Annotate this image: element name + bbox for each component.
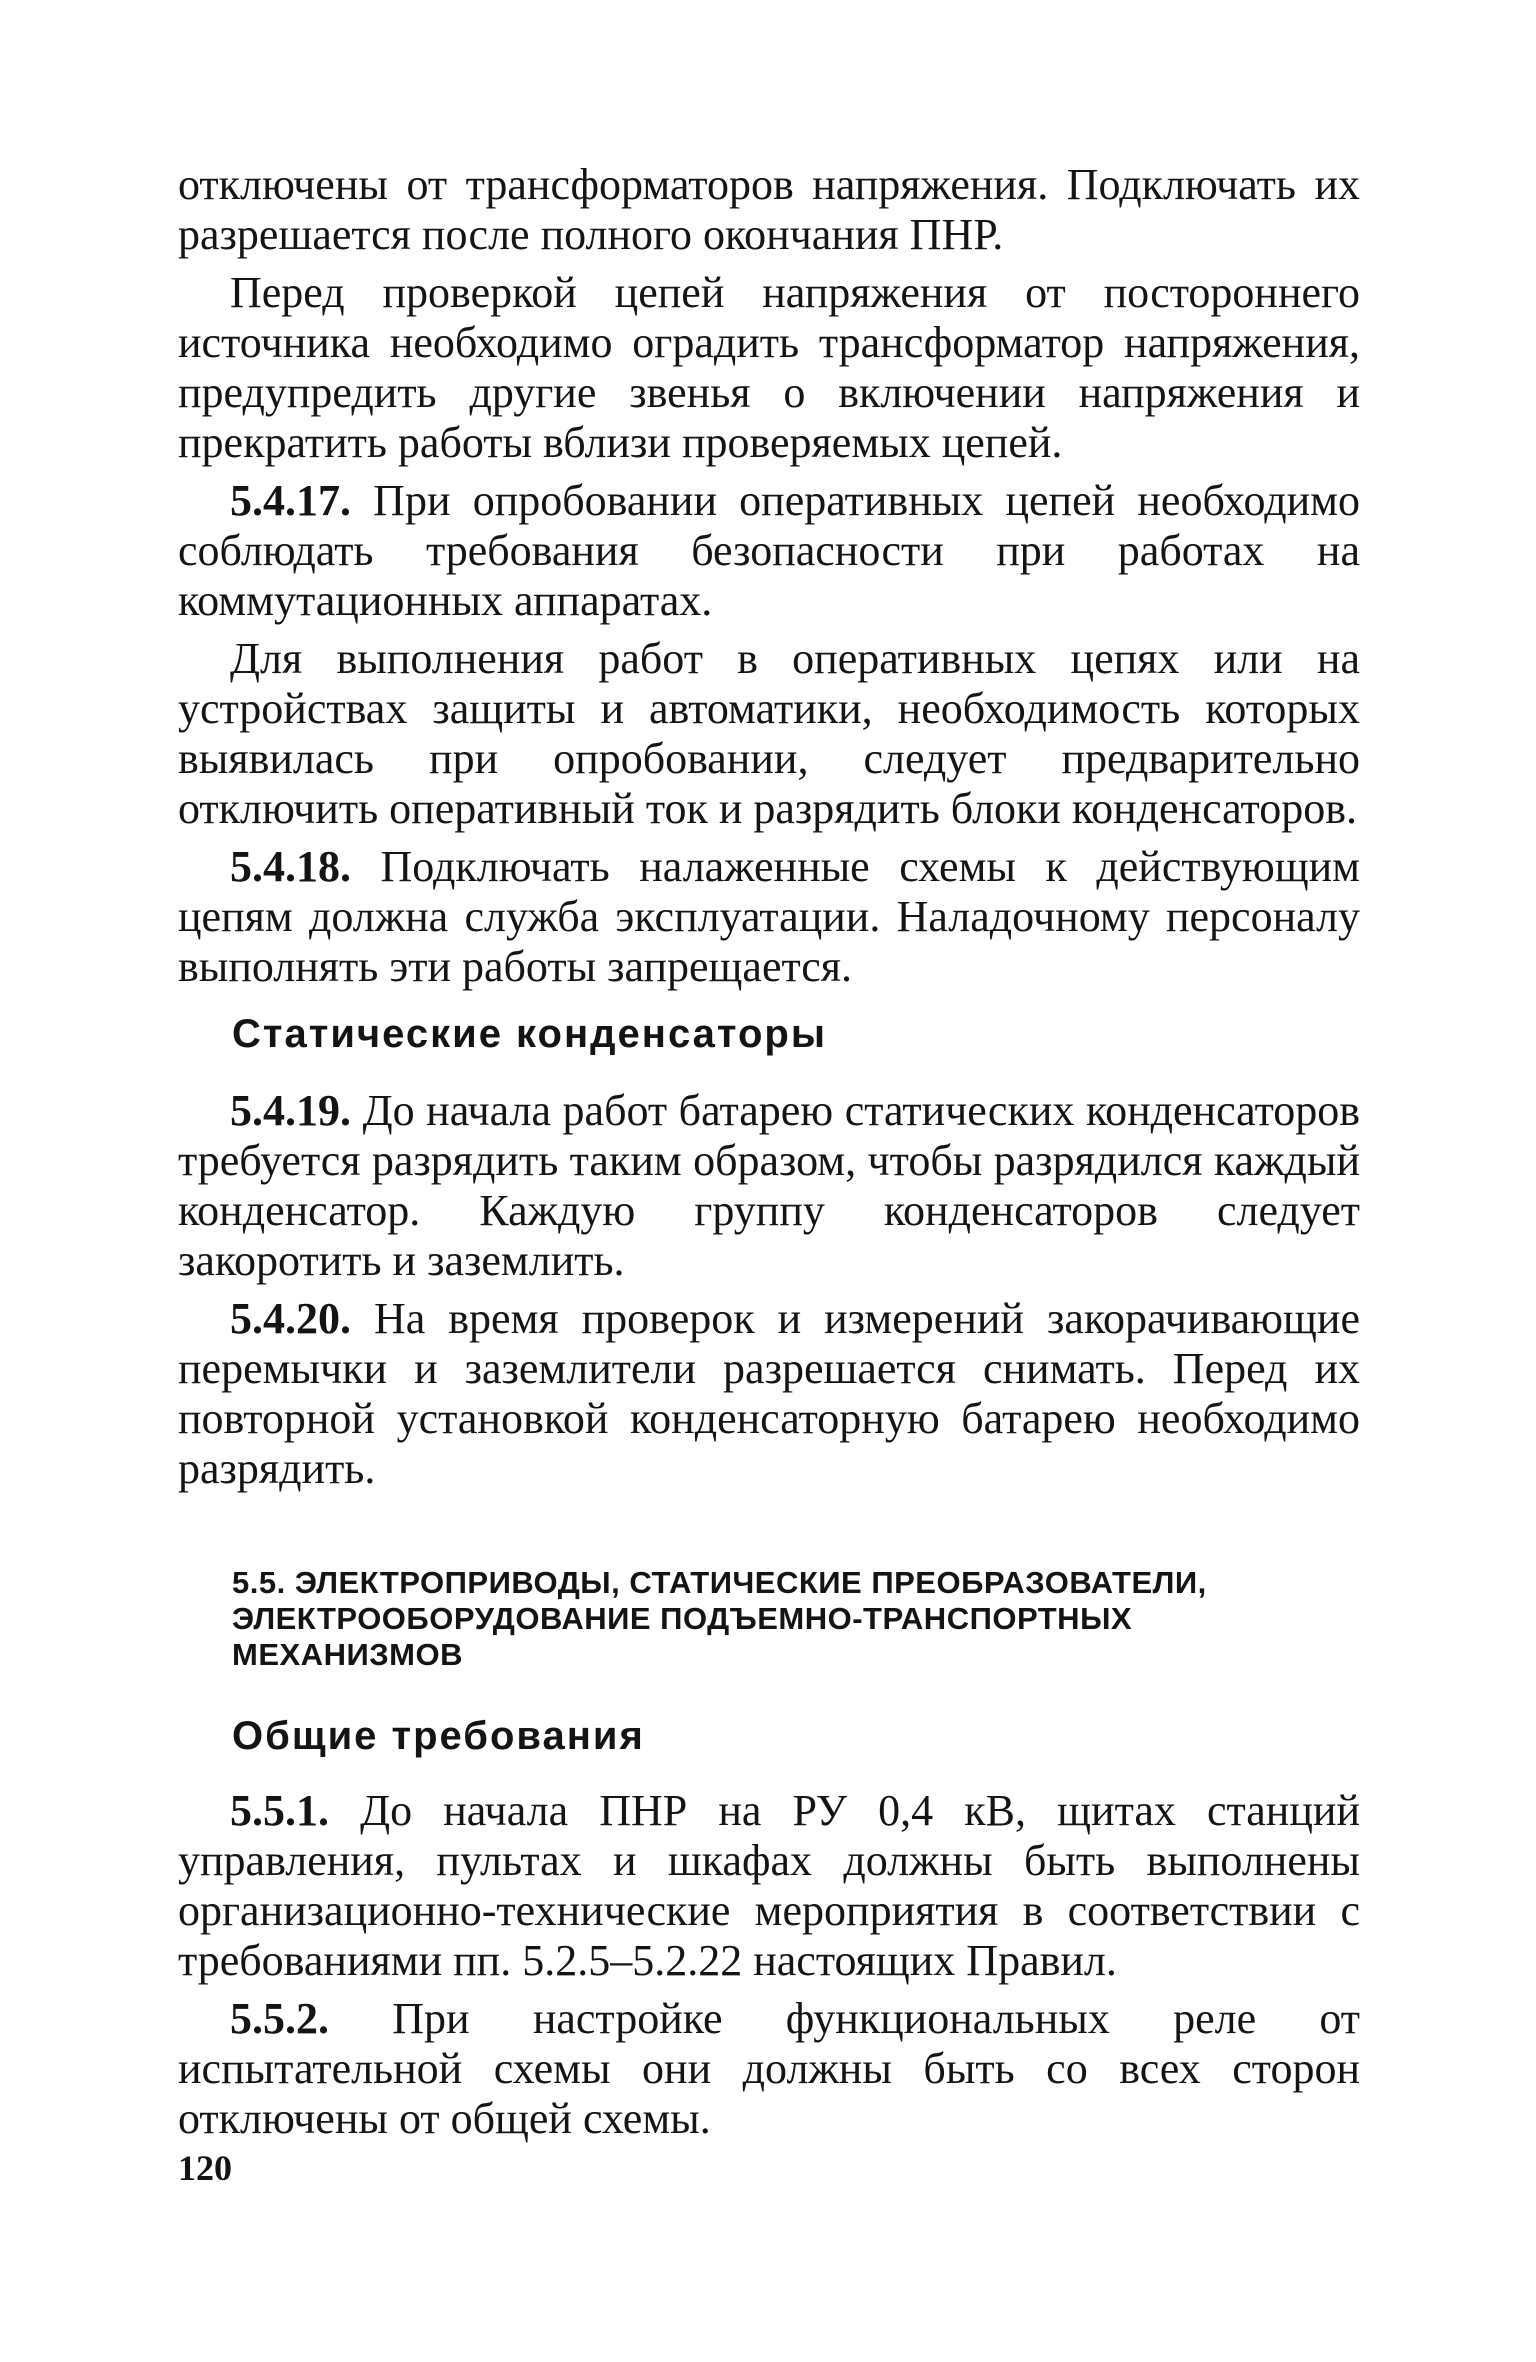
section-heading-line: 5.5. ЭЛЕКТРОПРИВОДЫ, СТАТИЧЕСКИЕ ПРЕОБРАЗОВАТЕЛИ,	[232, 1565, 1207, 1600]
paragraph-5-5-2	[178, 1994, 1360, 2144]
clause-number: 5.4.19.	[230, 1086, 351, 1135]
clause-text: При настройке функциональных реле от испытательной схемы они должны быть со всех сторон отключены от общей схемы.	[178, 1994, 1360, 2143]
section-heading-5-5	[232, 1565, 1352, 1673]
text-block-capacitors	[178, 1086, 1360, 1494]
clause-text: Подключать налаженные схемы к действующим цепям должна служба эксплуатации. Наладочному персоналу выполнять эти работы запрещается.	[178, 842, 1360, 991]
clause-number: 5.5.2.	[230, 1994, 329, 2043]
paragraph-5-4-18	[178, 842, 1360, 992]
clause-text: При опробовании оперативных цепей необходимо соблюдать требования безопасности при работах на коммутационных аппаратах.	[178, 476, 1360, 625]
section-heading-line: ЭЛЕКТРООБОРУДОВАНИЕ ПОДЪЕМНО-ТРАНСПОРТНЫХ	[232, 1601, 1133, 1636]
clause-text: На время проверок и измерений закорачивающие перемычки и заземлители разрешается снимать. Перед их повторной установкой конденсаторную батарею необходимо разрядить.	[178, 1294, 1360, 1493]
section-heading-line: МЕХАНИЗМОВ	[232, 1637, 463, 1672]
text-block-general	[178, 1786, 1360, 2144]
paragraph-5-4-19	[178, 1086, 1360, 1286]
subheading-general-requirements: Общие требования	[232, 1714, 645, 1758]
page-number: 120	[178, 2148, 232, 2188]
clause-number: 5.4.18.	[230, 842, 351, 891]
paragraph-5-5-1	[178, 1786, 1360, 1986]
clause-text: До начала ПНР на РУ 0,4 кВ, щитах станций управления, пультах и шкафах должны быть выполнены организационно-технические мероприятия в соответствии с требованиями пп. 5.2.5–5.2.22 настоящих Правил.	[178, 1786, 1360, 1985]
paragraph-operative-circuits: Для выполнения работ в оперативных цепях или на устройствах защиты и автоматики, необходимость которых выявилась при опробовании, следует предварительно отключить оперативный ток и разрядить блоки конденсаторов.	[178, 634, 1360, 833]
clause-number: 5.5.1.	[230, 1786, 329, 1835]
paragraph-continuation: отключены от трансформаторов напряжения. Подключать их разрешается после полного окончания ПНР.	[178, 160, 1360, 259]
subheading-static-capacitors: Статические конденсаторы	[232, 1012, 828, 1056]
paragraph-5-4-17	[178, 476, 1360, 626]
clause-number: 5.4.17.	[230, 476, 351, 525]
clause-text: До начала работ батарею статических конденсаторов требуется разрядить таким образом, чтобы разрядился каждый конденсатор. Каждую группу конденсаторов следует закоротить и заземлить.	[178, 1086, 1360, 1285]
paragraph-5-4-20	[178, 1294, 1360, 1494]
paragraph-voltage-check: Перед проверкой цепей напряжения от постороннего источника необходимо оградить трансформатор напряжения, предупредить другие звенья о включении напряжения и прекратить работы вблизи проверяемых цепей.	[178, 268, 1360, 467]
text-block-top	[178, 160, 1360, 992]
clause-number: 5.4.20.	[230, 1294, 351, 1343]
